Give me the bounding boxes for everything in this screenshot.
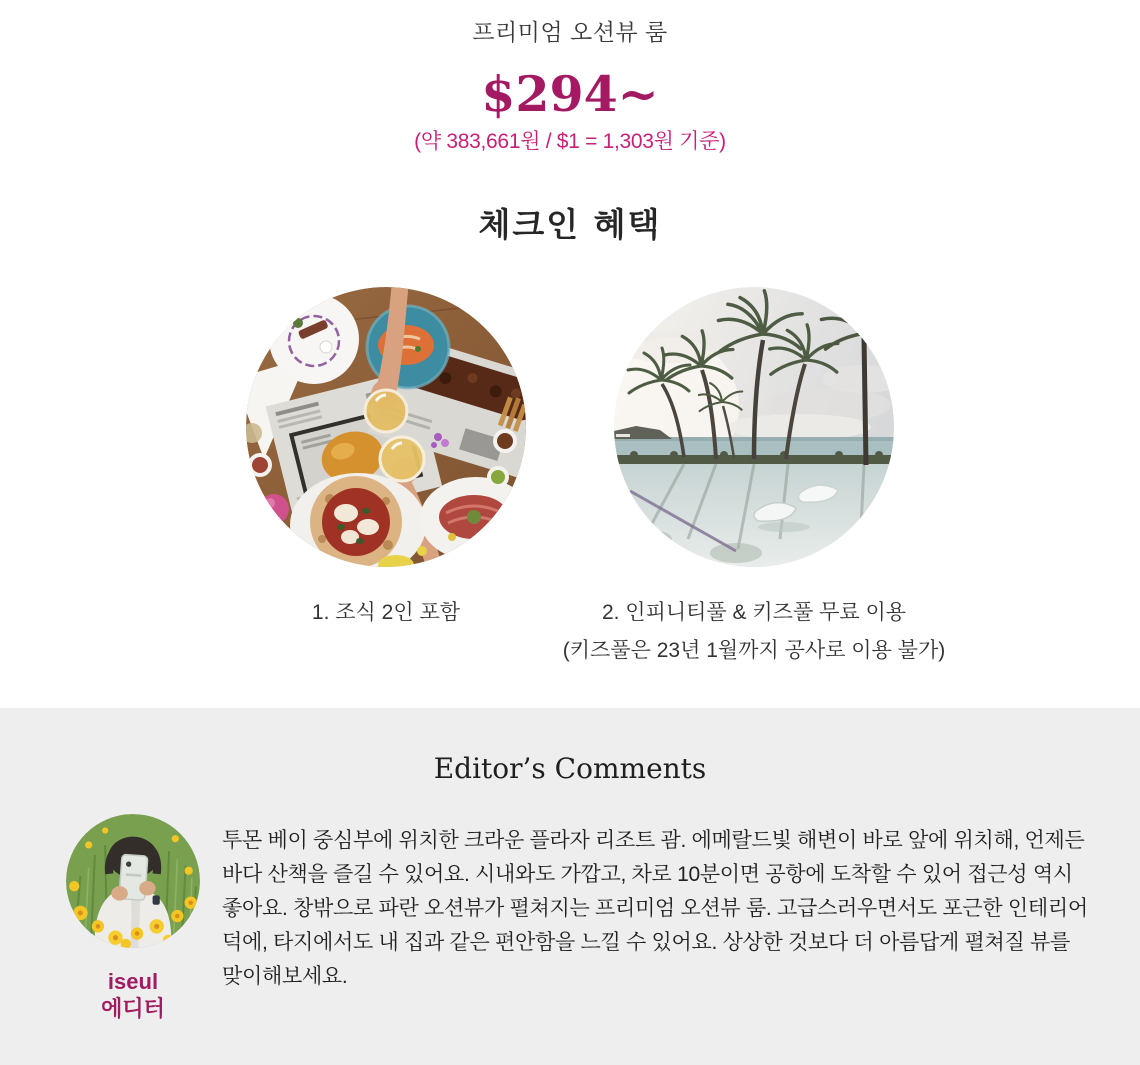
comment-line: 맞이해보세요. (222, 965, 348, 988)
price-exchange-note: (약 383,661원 / $1 = 1,303원 기준) (414, 130, 726, 153)
editor-role: 에디터 (101, 996, 165, 1021)
room-name: 프리미엄 오션뷰 룸 (472, 19, 668, 45)
editor-comments-title: Editor’s Comments (433, 752, 707, 785)
editor-body (0, 814, 1140, 1022)
benefit-caption-note: (키즈풀은 23년 1월까지 공사로 이용 불가) (562, 639, 946, 662)
price: $294~ (481, 65, 659, 123)
editor-comment-text (222, 814, 1122, 1022)
infinity-pool-photo (614, 287, 894, 567)
benefit-pool (544, 287, 964, 666)
editor-name: iseul (107, 969, 159, 994)
editor-comments-section (0, 708, 1140, 1065)
comment-line: 좋아요. 창밖으로 파란 오션뷰가 펼쳐지는 프리미엄 오션뷰 룸. 고급스러우면서도 포근한 인테리어 (222, 897, 1088, 920)
comment-line: 덕에, 타지에서도 내 집과 같은 편안함을 느낄 수 있어요. 상상한 것보다 더 아름답게 펼쳐질 뷰를 (222, 931, 1071, 954)
editor-profile (66, 814, 200, 1022)
editor-avatar (66, 814, 200, 948)
benefit-caption: 1. 조식 2인 포함 (311, 601, 461, 624)
benefits-title: 체크인 혜택 (478, 205, 662, 244)
benefit-breakfast (246, 287, 526, 666)
comment-line: 바다 산책을 즐길 수 있어요. 시내와도 가깝고, 차로 10분이면 공항에 도착할 수 있어 접근성 역시 (222, 863, 1073, 886)
breakfast-photo (246, 287, 526, 567)
benefits-row (0, 287, 1140, 666)
benefit-caption: 2. 인피니티풀 & 키즈풀 무료 이용 (601, 601, 907, 624)
comment-line: 투몬 베이 중심부에 위치한 크라운 플라자 리조트 괌. 에메랄드빛 해변이 바로 앞에 위치해, 언제든 (222, 829, 1085, 852)
